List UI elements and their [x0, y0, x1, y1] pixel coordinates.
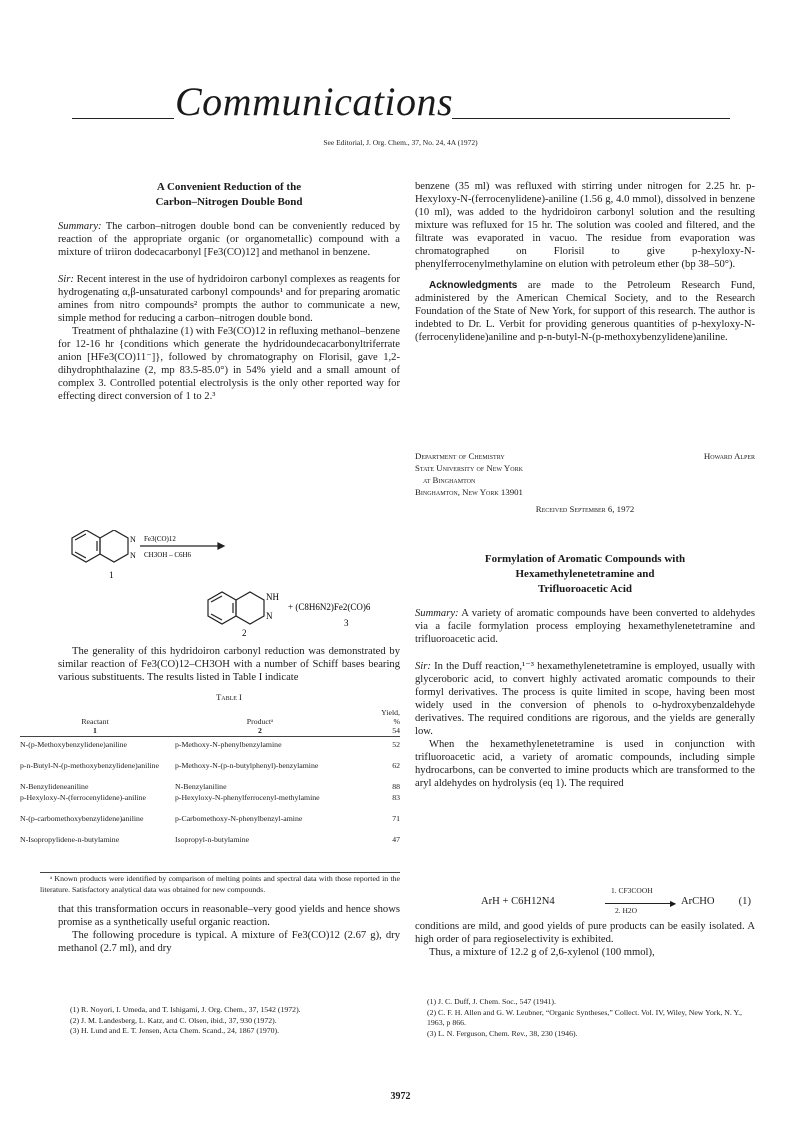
scheme-complex: + (C8H6N2)Fe2(CO)6 [288, 602, 371, 612]
article2-para4: Thus, a mixture of 12.2 g of 2,6-xylenol (100 mmol), [429, 947, 655, 958]
header-rule-right [452, 118, 730, 119]
eq-top: 1. CF3COOH [611, 886, 653, 895]
received-date: Received September 6, 1972 [535, 504, 635, 514]
ack-text: are made to the Petroleum Research Fund, administered by the American Chemical Society, and to the Research Foundation of the State of New York, for support of this research. The author is indebted to Dr. L. Verbit for providing generous quantities of p-hexyloxy-N-(ferrocenylidene)aniline and p-n-butyl-N-(p-methoxybenzylidene)aniline. [415, 280, 755, 343]
equation-1 [415, 888, 755, 918]
affil-line-3: at Binghamton [423, 475, 476, 485]
article1-continuation: benzene (35 ml) was refluxed with stirring under nitrogen for 2.25 hr. p-Hexyloxy-N-(ferrocenylidene)-aniline (1.56 g, 4.0 mmol), dissolved in benzene (10 ml), was added to the hydridoiron carbonyl solution and the resulting mixture was refluxed for 15 hr. The solution was cooled and filtered, and the filtrate was evaporated in vacuo. The residue from evaporation was chromatographed on Florisil to give p-hexyloxy-N-phenylferrocenylmethylamine on elution with petroleum ether (bp 38–50°). [415, 181, 755, 270]
page-number: 3972 [390, 1091, 411, 1102]
summary-label: Summary: [58, 221, 102, 232]
col-yield: % [393, 717, 400, 726]
ref2-3: (3) L. N. Ferguson, Chem. Rev., 38, 230 (1946). [427, 1028, 578, 1038]
yield-cell: 88 [392, 782, 400, 791]
eq-right: ArCHO [681, 896, 715, 907]
product-cell: p-Carbomethoxy-N-phenylbenzyl-amine [175, 814, 303, 823]
article1-summary [58, 220, 400, 259]
header-rule-left [72, 118, 174, 119]
yield-cell: 47 [392, 835, 400, 844]
left-column-bottom [58, 903, 400, 955]
eq-bottom: 2. H2O [615, 906, 638, 915]
eq-number: (1) [738, 896, 751, 907]
affil-line-1: Department of Chemistry [415, 451, 505, 461]
left-column-mid [58, 645, 400, 684]
compound-label-1: 1 [109, 570, 114, 580]
affil-line-2: State University of New York [415, 463, 523, 473]
yield-cell: 52 [392, 740, 400, 749]
article1-title-line2: Carbon–Nitrogen Double Bond [155, 196, 303, 208]
product-cell: p-Hexyloxy-N-phenylferrocenyl-methylamine [175, 793, 320, 802]
ref2-2: (2) C. F. H. Allen and G. W. Leubner, “Organic Syntheses,” Collect. Vol. IV, Wiley, New York, N. Y., 1963, p 866. [427, 1007, 743, 1027]
col-product: Productᵃ [246, 717, 274, 726]
article2-para3: conditions are mild, and good yields of pure products can be easily isolated. A high order of para regioselectivity is exhibited. [415, 921, 755, 945]
ref2-1: (1) J. C. Duff, J. Chem. Soc., 547 (1941). [427, 997, 556, 1006]
article2-references [427, 997, 755, 1039]
ref-1: (1) R. Noyori, I. Umeda, and T. Ishigami, J. Org. Chem., 37, 1542 (1972). [70, 1005, 301, 1014]
eq-arrow [605, 903, 675, 904]
sir-text: Recent interest in the use of hydridoiron carbonyl complexes as reagents for hydrogenating α,β-unsaturated carbonyl compounds¹ and for preparing aromatic amines from nitro compounds² prompts the author to communicate a new, simple method for reducing a carbon–nitrogen double bond. [58, 274, 400, 324]
acknowledgments [415, 279, 755, 344]
reactant-cell: N-Benzylideneaniline [20, 782, 89, 791]
reactant-cell: N-(p-Methoxybenzylidene)aniline [20, 740, 127, 749]
product-cell: Isopropyl-n-butylamine [175, 835, 250, 844]
table-title: Table I [216, 692, 242, 702]
table-subheader: 1 2 54 [20, 726, 400, 737]
table-rule-bottom [40, 872, 400, 873]
editorial-note: See Editorial, J. Org. Chem., 37, No. 24, 4A (1972) [323, 138, 478, 147]
reactant-cell: N-(p-carbomethoxybenzylidene)aniline [20, 814, 144, 823]
article2-sir: Sir: In the Duff reaction,¹⁻³ hexamethylenetetramine is employed, usually with glyceroboric acid, to convert highly activated aromatic compounds to their formyl derivatives. The process is quite limited in scope, having been most widely used in the conversion of phenols to o-hydroxybenzaldehyde derivatives. The required conditions are rigorous, and the yields are generally low. [415, 661, 755, 737]
scheme-n-1: N [130, 535, 136, 544]
scheme-reagent-top: Fe3(CO)12 [144, 535, 176, 543]
scheme-n-3: N [266, 611, 273, 621]
article1-sir [58, 273, 400, 325]
eq-left: ArH + C6H12N4 [481, 896, 555, 907]
compound-label-3: 3 [344, 618, 349, 628]
sir-label: Sir: [58, 274, 74, 285]
article2-title-line2: Hexamethylenetetramine and [515, 568, 655, 580]
left-column [58, 180, 400, 403]
article2-column-bottom [415, 920, 755, 959]
reactant-cell: N-Isopropylidene-n-butylamine [20, 835, 120, 844]
reaction-scheme [58, 530, 403, 640]
col-reactant: Reactant [81, 717, 109, 726]
yield-cell: 71 [392, 814, 400, 823]
author-name: Howard Alper [703, 451, 755, 461]
article1-para4: that this transformation occurs in reasonable–very good yields and hence shows promise as a synthetically useful organic reaction. [58, 904, 400, 928]
ref-2: (2) J. M. Landesberg, L. Katz, and C. Olsen, ibid., 37, 930 (1972). [70, 1015, 277, 1025]
article1-para2: Treatment of phthalazine (1) with Fe3(CO)12 in refluxing methanol–benzene for 12-16 hr {conditions which generate the hydridoundecacarbonyltriferrate anion [HFe3(CO)11⁻]}, followed by chromatography on Florisil, gave 1,2-dihydrophthalazine (2, mp 83.5-85.0°) in 54% yield and a small amount of complex 3. Controlled potential electrolysis is the only other reported way for effecting direct conversion of 1 to 2.³ [58, 326, 400, 402]
scheme-nh: NH [266, 592, 279, 602]
ack-label: Acknowledgments [429, 280, 518, 291]
table-1: Yield, Reactant Productᵃ % 1 2 54 N-(p-Methoxybenzylidene)aniline p-Methoxy-N-phenylbenzylamine 52 p-n-Butyl-N-(p-methoxybenzylidene)aniline p-Methoxy-N-(p-n-butylphenyl)-benzylamine 62 N-Benzylideneaniline N-Benzylaniline 88 p-Hexyloxy-N-(ferrocenylidene)-aniline p-Hexyloxy-N-phenylferrocenyl-methylamine 83 N-(p-carbomethoxybenzylidene)aniline p-Carbomethoxy-N-phenylbenzyl-amine 71 N-Isopropylidene-n-butylamine Isopropyl-n-butylamine 47 ᵃ Known products were identified by comparison of melting points and spectral data with those reported in the literature. Satisfactory analytical data was obtained for new compounds. [20, 708, 400, 894]
product-cell: p-Methoxy-N-(p-n-butylphenyl)-benzylamine [175, 761, 319, 770]
article2-title-line1: Formylation of Aromatic Compounds with [484, 553, 686, 565]
summary-text: The carbon–nitrogen double bond can be conveniently reduced by reaction of the appropriate organic (or organometallic) compound with a mixture of triiron dodecacarbonyl [Fe3(CO)12] and methanol in benzene. [58, 221, 400, 258]
article1-para3: The generality of this hydridoiron carbonyl reduction was demonstrated by similar reaction of Fe3(CO)12–CH3OH with a number of Schiff bases bearing various substituents. The results listed in Table I indicate [58, 646, 400, 683]
article1-para5: The following procedure is typical. A mixture of Fe3(CO)12 (2.67 g), dry methanol (2.7 ml), and dry [58, 930, 400, 954]
yield-cell: 83 [392, 793, 400, 802]
scheme-reagent-bottom: CH3OH – C6H6 [144, 551, 192, 559]
affiliation-block [415, 450, 755, 498]
scheme-n-2: N [130, 551, 136, 560]
compound-label-2: 2 [242, 628, 247, 638]
reactant-cell: p-Hexyloxy-N-(ferrocenylidene)-aniline [20, 793, 146, 802]
section-banner: Communications [175, 79, 454, 124]
reactant-cell: p-n-Butyl-N-(p-methoxybenzylidene)aniline [20, 761, 159, 770]
article2-summary: Summary: A variety of aromatic compounds have been converted to aldehydes via a facile formylation process employing hexamethylenetetramine and trifluoroacetic acid. [415, 608, 755, 645]
yield-cell: 62 [392, 761, 400, 770]
table-footnote: ᵃ Known products were identified by comparison of melting points and spectral data with those reported in the literature. Satisfactory analytical data was obtained for new compounds. [40, 874, 400, 894]
product-cell: N-Benzylaniline [175, 782, 227, 791]
article2-para2: When the hexamethylenetetramine is used in conjunction with trifluoroacetic acid, a variety of aromatic compounds, including simple hydrocarbons, can be converted to imine products which are transformed to the aryl aldehydes on hydrolysis (eq 1). The required [415, 739, 755, 789]
affil-line-4: Binghamton, New York 13901 [415, 487, 523, 497]
eq-arrowhead: ▶ [670, 899, 677, 908]
right-column [415, 180, 755, 344]
ref-3: (3) H. Lund and E. T. Jensen, Acta Chem. Scand., 24, 1867 (1970). [70, 1026, 280, 1035]
article2-column [415, 552, 755, 790]
article1-references [70, 1005, 400, 1037]
article1-title-line1: A Convenient Reduction of the [156, 181, 302, 193]
product-cell: p-Methoxy-N-phenylbenzylamine [175, 740, 282, 749]
article2-title-line3: Trifluoroacetic Acid [538, 583, 632, 595]
